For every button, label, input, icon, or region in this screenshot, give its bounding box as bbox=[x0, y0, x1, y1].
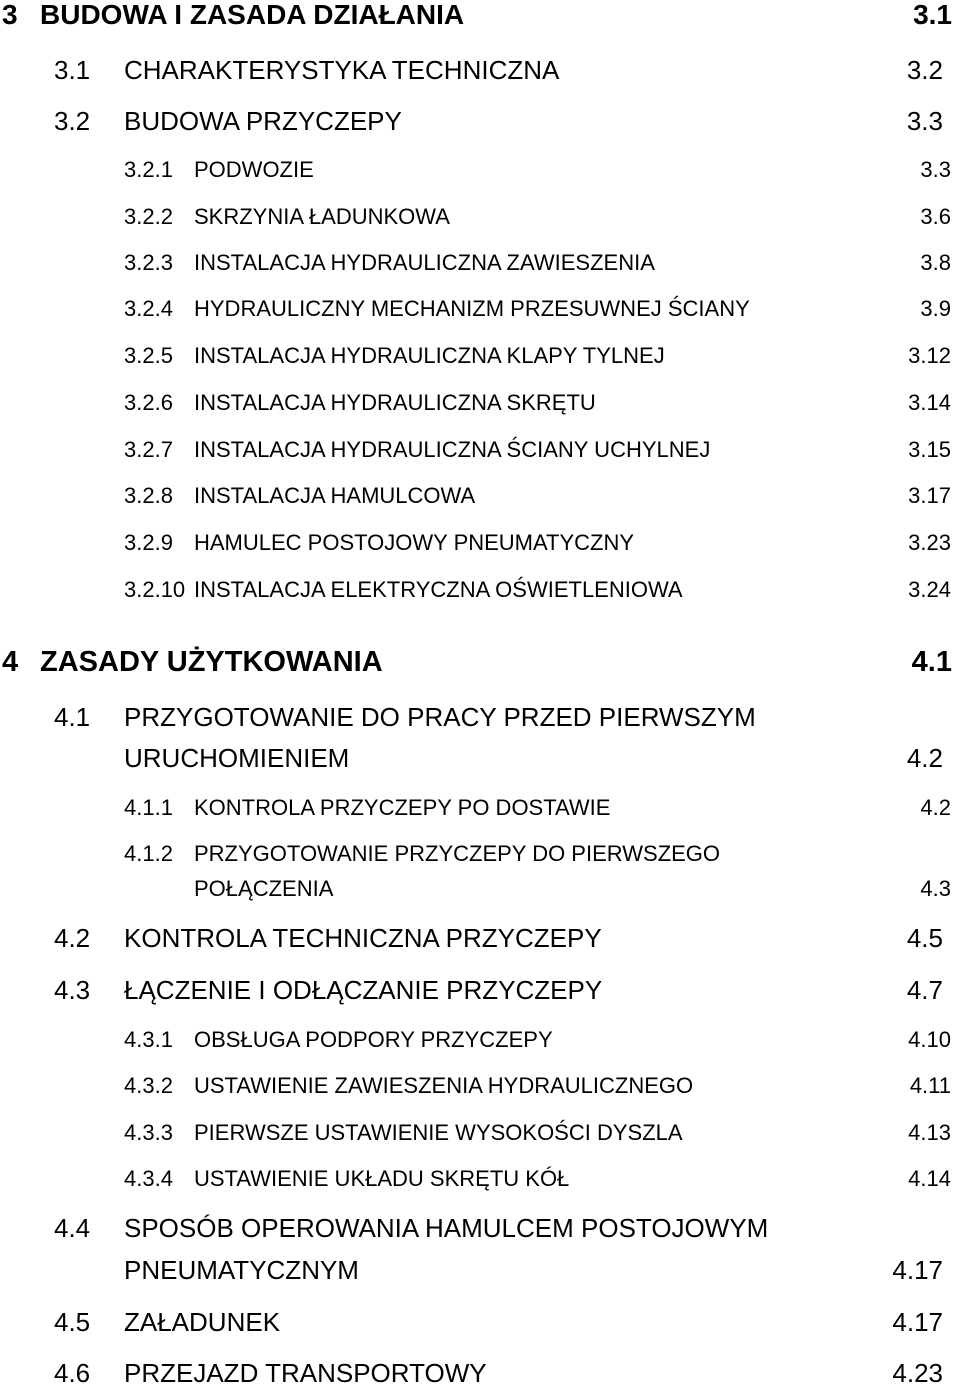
toc-page: 4.17 bbox=[892, 1255, 943, 1285]
toc-page: 3.2 bbox=[906, 55, 943, 85]
toc-number: 3.2.9 bbox=[124, 530, 173, 555]
toc-page: 4.23 bbox=[892, 1358, 943, 1388]
toc-page: 4.5 bbox=[906, 923, 943, 953]
toc-subsection-3-2-3[interactable] bbox=[0, 250, 960, 276]
toc-title: ŁĄCZENIE I ODŁĄCZANIE PRZYCZEPY bbox=[124, 975, 603, 1005]
toc-section-4-6[interactable] bbox=[0, 1358, 960, 1388]
toc-number: 4.3.1 bbox=[124, 1027, 173, 1052]
toc-page: 4.1 bbox=[911, 646, 952, 678]
toc-title: HYDRAULICZNY MECHANIZM PRZESUWNEJ ŚCIANY bbox=[194, 296, 750, 321]
toc-title: SKRZYNIA ŁADUNKOWA bbox=[194, 204, 450, 229]
toc-title-continued: URUCHOMIENIEM bbox=[124, 743, 350, 773]
toc-number: 4.1.2 bbox=[124, 841, 173, 866]
toc-chapter-3[interactable] bbox=[0, 0, 960, 30]
toc-section-4-3[interactable] bbox=[0, 975, 960, 1005]
toc-title-continued: POŁĄCZENIA bbox=[194, 876, 334, 901]
toc-page: 4.3 bbox=[920, 876, 951, 901]
toc-number: 3.2.1 bbox=[124, 157, 173, 182]
toc-number: 3.2.7 bbox=[124, 437, 173, 462]
toc-page: 4.10 bbox=[908, 1027, 951, 1052]
toc-number: 4.6 bbox=[54, 1358, 91, 1388]
toc-number: 3 bbox=[2, 0, 18, 30]
toc-subsection-3-2-1[interactable] bbox=[0, 157, 960, 183]
toc-subsection-3-2-9[interactable] bbox=[0, 530, 960, 556]
toc-title-continued: PNEUMATYCZNYM bbox=[124, 1255, 359, 1285]
toc-subsection-3-2-8[interactable] bbox=[0, 483, 960, 509]
toc-page: 3.9 bbox=[920, 296, 951, 321]
toc-title: INSTALACJA HAMULCOWA bbox=[194, 483, 476, 508]
toc-page: 3.3 bbox=[906, 106, 943, 136]
toc-number: 3.1 bbox=[54, 55, 91, 85]
toc-title: PRZYGOTOWANIE PRZYCZEPY DO PIERWSZEGO bbox=[194, 841, 721, 866]
toc-title: INSTALACJA HYDRAULICZNA ZAWIESZENIA bbox=[194, 250, 655, 275]
toc-number: 4.2 bbox=[54, 923, 91, 953]
toc-page: 3.14 bbox=[908, 390, 951, 415]
toc-number: 4.5 bbox=[54, 1307, 91, 1337]
toc-page: 3.8 bbox=[920, 250, 951, 275]
toc-subsection-3-2-10[interactable] bbox=[0, 577, 960, 603]
toc-title: USTAWIENIE ZAWIESZENIA HYDRAULICZNEGO bbox=[194, 1073, 694, 1098]
toc-page: 3.3 bbox=[920, 157, 951, 182]
toc-title: HAMULEC POSTOJOWY PNEUMATYCZNY bbox=[194, 530, 635, 555]
toc-page: 3.1 bbox=[913, 0, 952, 30]
toc-title: PODWOZIE bbox=[194, 157, 314, 182]
toc-title: BUDOWA PRZYCZEPY bbox=[124, 106, 402, 136]
toc-title: INSTALACJA ELEKTRYCZNA OŚWIETLENIOWA bbox=[194, 577, 683, 602]
toc-subsection-4-3-4[interactable] bbox=[0, 1166, 960, 1192]
toc-page: 3.6 bbox=[920, 204, 951, 229]
toc-section-4-4[interactable] bbox=[0, 1213, 960, 1285]
toc-title: INSTALACJA HYDRAULICZNA SKRĘTU bbox=[194, 390, 596, 415]
toc-page: 3.15 bbox=[908, 437, 951, 462]
toc-section-4-1[interactable] bbox=[0, 702, 960, 774]
toc-subsection-3-2-2[interactable] bbox=[0, 204, 960, 230]
toc-number: 4.3.4 bbox=[124, 1166, 173, 1191]
toc-title: CHARAKTERYSTYKA TECHNICZNA bbox=[124, 55, 560, 85]
toc-section-3-1[interactable] bbox=[0, 55, 960, 85]
toc-page: 3.23 bbox=[908, 530, 951, 555]
toc-title: KONTROLA PRZYCZEPY PO DOSTAWIE bbox=[194, 795, 611, 820]
toc-number: 4.1 bbox=[54, 702, 91, 732]
toc-subsection-3-2-6[interactable] bbox=[0, 390, 960, 416]
toc-number: 4.3.3 bbox=[124, 1120, 173, 1145]
toc-title: OBSŁUGA PODPORY PRZYCZEPY bbox=[194, 1027, 553, 1052]
toc-page: 4.2 bbox=[920, 795, 951, 820]
toc-number: 3.2 bbox=[54, 106, 91, 136]
toc-title: BUDOWA I ZASADA DZIAŁANIA bbox=[40, 0, 465, 30]
toc-number: 3.2.6 bbox=[124, 390, 173, 415]
toc-page: 3.12 bbox=[908, 343, 951, 368]
toc-number: 3.2.2 bbox=[124, 204, 173, 229]
toc-title: SPOSÓB OPEROWANIA HAMULCEM POSTOJOWYM bbox=[124, 1213, 769, 1243]
toc-subsection-4-1-2[interactable] bbox=[0, 841, 960, 903]
toc-subsection-4-3-1[interactable] bbox=[0, 1027, 960, 1053]
toc-title: PRZYGOTOWANIE DO PRACY PRZED PIERWSZYM bbox=[124, 702, 756, 732]
toc-title: KONTROLA TECHNICZNA PRZYCZEPY bbox=[124, 923, 602, 953]
toc-page: 4.11 bbox=[909, 1073, 951, 1098]
toc-title: ZASADY UŻYTKOWANIA bbox=[40, 646, 383, 678]
toc-number: 4.3 bbox=[54, 975, 91, 1005]
toc-number: 4 bbox=[2, 646, 19, 678]
toc-subsection-4-3-3[interactable] bbox=[0, 1120, 960, 1146]
toc-section-4-2[interactable] bbox=[0, 923, 960, 953]
toc-page: 4.14 bbox=[908, 1166, 951, 1191]
toc-subsection-3-2-4[interactable] bbox=[0, 296, 960, 322]
toc-section-4-5[interactable] bbox=[0, 1307, 960, 1337]
toc-title: PRZEJAZD TRANSPORTOWY bbox=[124, 1358, 487, 1388]
toc-number: 4.4 bbox=[54, 1213, 91, 1243]
toc-number: 3.2.10 bbox=[124, 577, 186, 602]
toc-chapter-4[interactable] bbox=[0, 646, 960, 678]
toc-number: 3.2.3 bbox=[124, 250, 173, 275]
toc-number: 3.2.8 bbox=[124, 483, 173, 508]
toc-page: 3.17 bbox=[908, 483, 951, 508]
toc-page: 4.17 bbox=[892, 1307, 943, 1337]
toc-title: USTAWIENIE UKŁADU SKRĘTU KÓŁ bbox=[194, 1166, 570, 1191]
toc-title: PIERWSZE USTAWIENIE WYSOKOŚCI DYSZLA bbox=[194, 1120, 683, 1145]
toc-page: 3.24 bbox=[908, 577, 951, 602]
toc-subsection-3-2-5[interactable] bbox=[0, 343, 960, 369]
toc-number: 4.1.1 bbox=[124, 795, 173, 820]
toc-subsection-4-3-2[interactable] bbox=[0, 1073, 960, 1099]
toc-subsection-4-1-1[interactable] bbox=[0, 795, 960, 821]
toc-section-3-2[interactable] bbox=[0, 106, 960, 136]
toc-title: ZAŁADUNEK bbox=[124, 1307, 281, 1337]
toc-title: INSTALACJA HYDRAULICZNA KLAPY TYLNEJ bbox=[194, 343, 665, 368]
toc-title: INSTALACJA HYDRAULICZNA ŚCIANY UCHYLNEJ bbox=[194, 437, 711, 462]
toc-subsection-3-2-7[interactable] bbox=[0, 437, 960, 463]
toc-number: 3.2.4 bbox=[124, 296, 173, 321]
toc-page: 4.2 bbox=[906, 743, 943, 773]
toc-number: 4.3.2 bbox=[124, 1073, 173, 1098]
toc-number: 3.2.5 bbox=[124, 343, 173, 368]
toc-page: 4.7 bbox=[906, 975, 943, 1005]
toc-page: 4.13 bbox=[908, 1120, 951, 1145]
